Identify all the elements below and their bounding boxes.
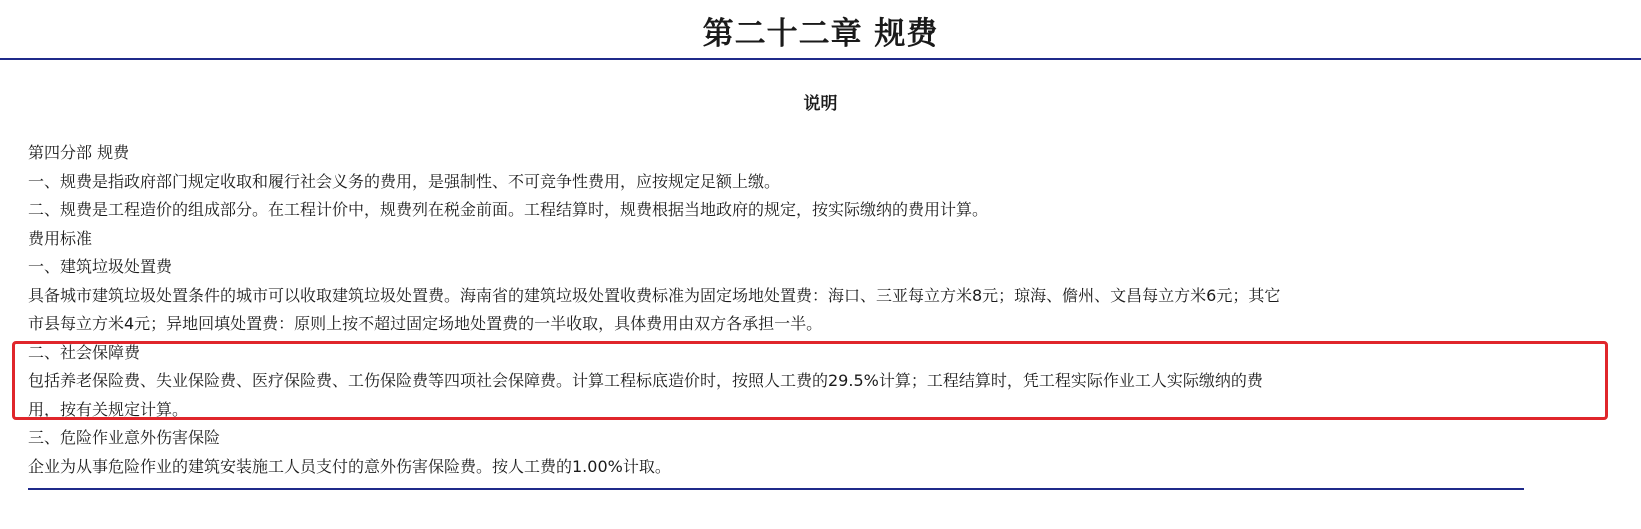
bottom-divider xyxy=(28,488,1524,490)
item-heading: 一、建筑垃圾处置费 xyxy=(28,257,173,276)
subsection-heading: 费用标准 xyxy=(28,228,93,248)
paragraph-line: 一、规费是指政府部门规定收取和履行社会义务的费用，是强制性、不可竞争性费用，应按规定足额上缴。 xyxy=(28,171,781,191)
highlight-box xyxy=(12,341,1608,420)
paragraph-line: 二、规费是工程造价的组成部分。在工程计价中，规费列在税金前面。工程结算时，规费根据当地政府的规定，按实际缴纳的费用计算。 xyxy=(28,200,989,219)
document-body xyxy=(28,139,1608,481)
paragraph-line: 市县每立方米4元；异地回填处置费：原则上按不超过固定场地处置费的一半收取，具体费用由双方各承担一半。 xyxy=(28,314,823,333)
paragraph-line: 企业为从事危险作业的建筑安装施工人员支付的意外伤害保险费。按人工费的1.00%计取。 xyxy=(28,456,671,476)
title-divider xyxy=(0,58,1641,60)
section-heading: 说明 xyxy=(803,94,838,114)
paragraph-line: 用，按有关规定计算。 xyxy=(28,399,189,419)
item-heading: 三、危险作业意外伤害保险 xyxy=(28,428,221,447)
item-heading: 二、社会保障费 xyxy=(28,342,141,362)
chapter-title: 第二十二章 规费 xyxy=(702,16,939,52)
paragraph-line: 包括养老保险费、失业保险费、医疗保险费、工伤保险费等四项社会保障费。计算工程标底造价时，按照人工费的29.5%计算；工程结算时，凭工程实际作业工人实际缴纳的费 xyxy=(28,371,1263,390)
part-heading: 第四分部 规费 xyxy=(28,143,130,162)
paragraph-line: 具备城市建筑垃圾处置条件的城市可以收取建筑垃圾处置费。海南省的建筑垃圾处置收费标准为固定场地处置费：海口、三亚每立方米8元；琼海、儋州、文昌每立方米6元；其它 xyxy=(28,285,1281,305)
